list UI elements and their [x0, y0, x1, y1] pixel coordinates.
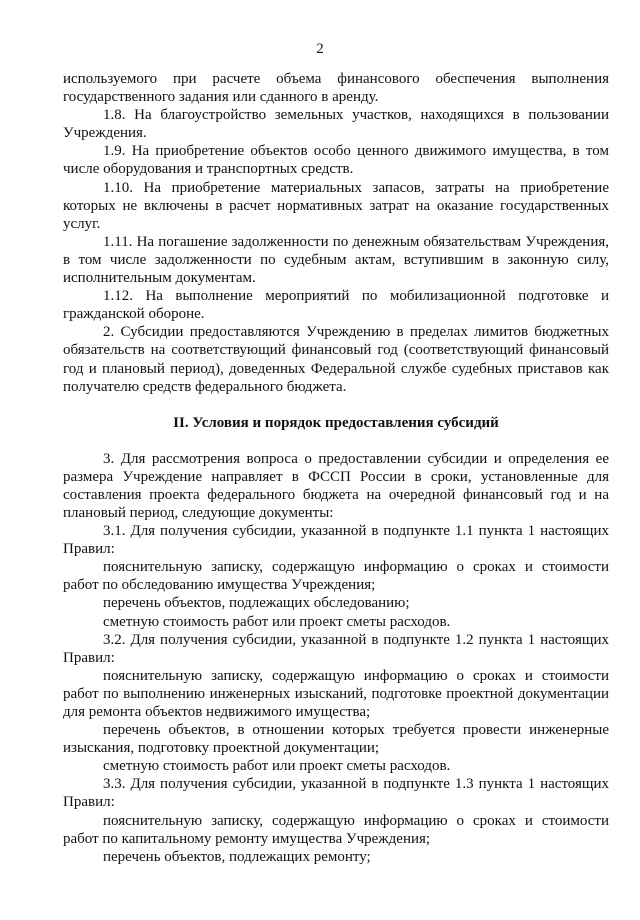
paragraph-1-10: 1.10. На приобретение материальных запасов, затраты на приобретение которых не включены в расчет нормативных затрат на оказание государственных услуг.: [63, 179, 609, 232]
paragraph-continuation: используемого при расчете объема финансового обеспечения выполнения государственного задания или сданного в аренду.: [63, 71, 609, 106]
document-body: [63, 70, 609, 866]
paragraph-3: 3. Для рассмотрения вопроса о предоставлении субсидии и определения ее размера Учреждение направляет в ФССП России в сроки, установленные для составления проекта федерального бюджета на очередной финансовый год и на плановый период, следующие документы:: [63, 450, 609, 521]
section-heading: II. Условия и порядок предоставления субсидий: [173, 414, 499, 431]
paragraph-1-9: 1.9. На приобретение объектов особо ценного движимого имущества, в том числе оборудования и транспортных средств.: [63, 143, 609, 178]
paragraph-3-3: 3.3. Для получения субсидии, указанной в подпункте 1.3 пункта 1 настоящих Правил:: [63, 776, 609, 811]
list-item: перечень объектов, подлежащих ремонту;: [103, 848, 371, 865]
list-item: сметную стоимость работ или проект сметы расходов.: [103, 758, 451, 775]
paragraph-1-8: 1.8. На благоустройство земельных участков, находящихся в пользовании Учреждения.: [63, 107, 609, 142]
paragraph-1-11: 1.11. На погашение задолженности по денежным обязательствам Учреждения, в том числе задолженности по судебным актам, вступившим в законную силу, исполнительным документам.: [63, 233, 609, 287]
paragraph-1-12: 1.12. На выполнение мероприятий по мобилизационной подготовке и гражданской обороне.: [63, 288, 609, 323]
list-item: перечень объектов, в отношении которых требуется провести инженерные изыскания, подготовку проектной документации;: [63, 722, 609, 757]
paragraph-2: 2. Субсидии предоставляются Учреждению в пределах лимитов бюджетных обязательств на соответствующий финансовый год (соответствующий финансовый год и плановый период), доведенных Федеральной службе судебных приставов как получателю средств федерального бюджета.: [63, 324, 609, 395]
list-item: сметную стоимость работ или проект сметы расходов.: [103, 613, 451, 630]
list-item: перечень объектов, подлежащих обследованию;: [103, 595, 410, 612]
list-item: пояснительную записку, содержащую информацию о сроках и стоимости работ по выполнению инженерных изысканий, подготовке проектной документации для ремонта объектов недвижимого имущества;: [63, 667, 609, 720]
paragraph-3-2: 3.2. Для получения субсидии, указанной в подпункте 1.2 пункта 1 настоящих Правил:: [63, 631, 609, 666]
list-item: пояснительную записку, содержащую информацию о сроках и стоимости работ по обследованию имущества Учреждения;: [63, 559, 609, 594]
paragraph-3-1: 3.1. Для получения субсидии, указанной в подпункте 1.1 пункта 1 настоящих Правил:: [63, 523, 609, 558]
page-number: 2: [316, 41, 324, 57]
list-item: пояснительную записку, содержащую информацию о сроках и стоимости работ по капитальному ремонту имущества Учреждения;: [63, 812, 609, 847]
